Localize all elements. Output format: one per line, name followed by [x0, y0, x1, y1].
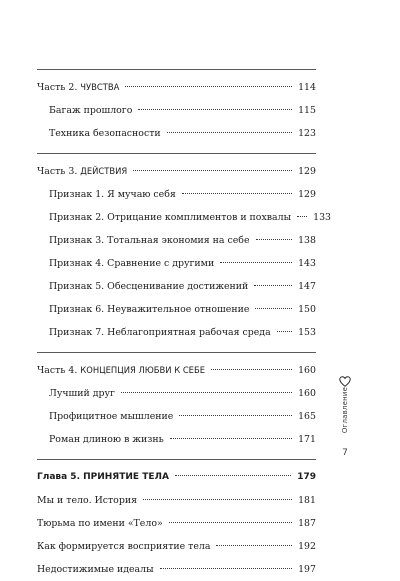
- leader-dots: [255, 308, 292, 309]
- toc-entry[interactable]: [37, 382, 316, 405]
- toc-entry-title: Роман длиною в жизнь: [49, 434, 164, 445]
- toc-entry[interactable]: [37, 535, 316, 558]
- toc-entry[interactable]: [37, 512, 316, 535]
- toc-entry-page: 129: [298, 166, 316, 177]
- toc-entry-page: 115: [298, 105, 316, 116]
- toc-entry-title: Недостижимые идеалы: [37, 564, 154, 575]
- toc-entry-title-caps: КОНЦЕПЦИЯ ЛЮБВИ К СЕБЕ: [80, 365, 206, 375]
- toc-entry-title: Мы и тело. История: [37, 495, 137, 506]
- toc-entry-page: 153: [298, 327, 316, 338]
- toc-entry-title: Признак 2. Отрицание комплиментов и похвалы: [49, 212, 292, 223]
- leader-dots: [211, 369, 292, 370]
- toc-entry[interactable]: [37, 76, 316, 99]
- toc-entry[interactable]: [37, 321, 316, 344]
- heart-outline-icon: [339, 376, 351, 387]
- toc-entry-page: 147: [298, 281, 316, 292]
- toc-entry-title: Лучший друг: [49, 388, 115, 399]
- toc-entry-page: 138: [298, 235, 316, 246]
- leader-dots: [121, 392, 292, 393]
- table-of-contents: [37, 69, 332, 581]
- toc-entry[interactable]: [37, 489, 316, 512]
- toc-entry[interactable]: [37, 405, 316, 428]
- leader-dots: [167, 132, 292, 133]
- toc-entry[interactable]: [37, 359, 316, 382]
- toc-entry[interactable]: [37, 466, 316, 489]
- toc-entry[interactable]: [37, 252, 316, 275]
- toc-entry-page: 160: [298, 365, 316, 376]
- leader-dots: [216, 545, 292, 546]
- toc-entry-page: 192: [298, 541, 316, 552]
- leader-dots: [254, 285, 292, 286]
- toc-entry-title: Признак 6. Неуважительное отношение: [49, 304, 250, 315]
- leader-dots: [169, 522, 292, 523]
- toc-entry-title: Признак 5. Обесценивание достижений: [49, 281, 249, 292]
- toc-entry-title: Часть 2.: [37, 82, 81, 93]
- toc-entry[interactable]: [37, 229, 316, 252]
- toc-entry-page: 165: [298, 411, 316, 422]
- leader-dots: [256, 239, 293, 240]
- toc-entry-title: Техника безопасности: [49, 128, 161, 139]
- toc-entry[interactable]: [37, 428, 316, 451]
- leader-dots: [143, 499, 292, 500]
- toc-entry-title: Как формируется восприятие тела: [37, 541, 211, 552]
- page-number: 7: [342, 448, 348, 458]
- toc-entry-title-caps: ЧУВСТВА: [80, 82, 120, 92]
- toc-entry-title: Признак 1. Я мучаю себя: [49, 189, 176, 200]
- toc-entry[interactable]: [37, 160, 316, 183]
- toc-entry-title: Признак 4. Сравнение с другими: [49, 258, 215, 269]
- toc-entry[interactable]: [37, 558, 316, 581]
- leader-dots: [125, 86, 292, 87]
- leader-dots: [182, 193, 292, 194]
- toc-entry[interactable]: [37, 183, 316, 206]
- toc-entry-page: 129: [298, 189, 316, 200]
- toc-entry-title: Признак 7. Неблагоприятная рабочая среда: [49, 327, 271, 338]
- toc-entry[interactable]: [37, 206, 332, 229]
- toc-section-part-2: [37, 69, 316, 145]
- toc-section-part-3: [37, 153, 332, 344]
- toc-entry-page: 187: [298, 518, 316, 529]
- toc-entry-title: Часть 4.: [37, 365, 81, 376]
- toc-entry[interactable]: [37, 122, 316, 145]
- toc-entry-page: 150: [298, 304, 316, 315]
- toc-entry-page: 133: [313, 212, 332, 223]
- toc-section-part-4: [37, 352, 316, 451]
- toc-entry-page: 197: [298, 564, 316, 575]
- page-margin-side: [335, 376, 355, 466]
- toc-entry-page: 179: [297, 472, 316, 482]
- toc-entry-page: 123: [298, 128, 316, 139]
- leader-dots: [277, 331, 292, 332]
- leader-dots: [220, 262, 292, 263]
- toc-entry-page: 160: [298, 388, 316, 399]
- toc-entry-page: 114: [298, 82, 316, 93]
- toc-entry-title-caps: ДЕЙСТВИЯ: [80, 166, 128, 176]
- leader-dots: [160, 568, 292, 569]
- toc-entry-title: Багаж прошлого: [49, 105, 133, 116]
- toc-entry[interactable]: [37, 298, 316, 321]
- leader-dots: [170, 438, 292, 439]
- toc-entry-title: Признак 3. Тотальная экономия на себе: [49, 235, 250, 246]
- running-head: Оглавление: [341, 386, 349, 434]
- toc-entry-title: Глава 5. ПРИНЯТИЕ ТЕЛА: [37, 472, 169, 482]
- toc-entry-page: 181: [298, 495, 316, 506]
- toc-entry-title: Профицитное мышление: [49, 411, 174, 422]
- leader-dots: [175, 475, 291, 476]
- leader-dots: [297, 216, 307, 217]
- toc-entry-page: 171: [298, 434, 316, 445]
- toc-entry-title: Тюрьма по имени «Тело»: [37, 518, 163, 529]
- leader-dots: [133, 170, 292, 171]
- toc-entry[interactable]: [37, 275, 316, 298]
- toc-entry[interactable]: [37, 99, 316, 122]
- leader-dots: [179, 415, 292, 416]
- leader-dots: [138, 109, 292, 110]
- toc-section-chapter-5: [37, 459, 316, 581]
- toc-entry-page: 143: [298, 258, 316, 269]
- toc-entry-title: Часть 3.: [37, 166, 81, 177]
